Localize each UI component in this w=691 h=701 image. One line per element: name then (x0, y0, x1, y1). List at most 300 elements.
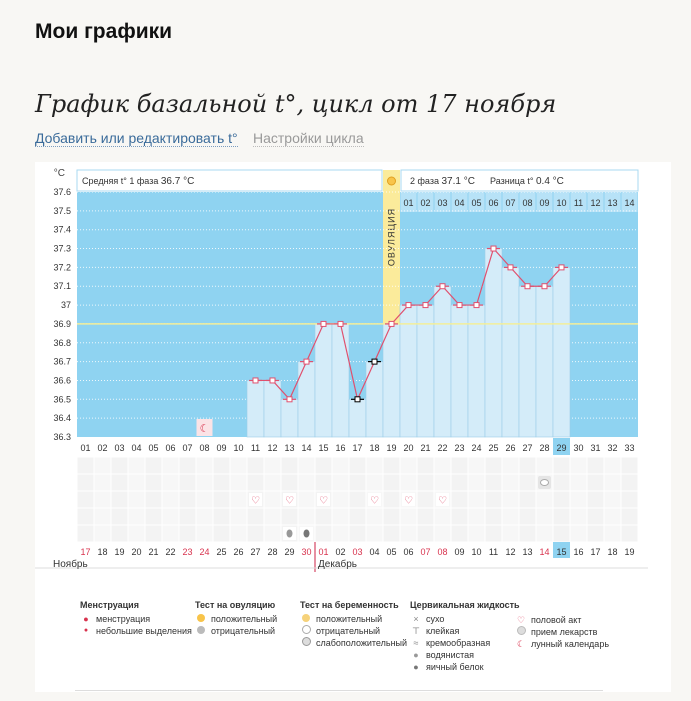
cycle-settings-link[interactable]: Настройки цикла (253, 130, 364, 146)
symptom-cell (112, 492, 128, 508)
cycle-day-label: 26 (505, 443, 516, 453)
symptom-cell (622, 458, 638, 474)
symptom-cell (503, 509, 519, 525)
symptom-cell (163, 509, 179, 525)
symptom-cell (503, 458, 519, 474)
phase2-day-label: 13 (607, 198, 618, 208)
symptom-cell (384, 526, 400, 542)
month-label-november: Ноябрь (53, 559, 88, 570)
symptom-cell (146, 509, 162, 525)
cycle-day-label: 23 (454, 443, 465, 453)
y-unit-label: °C (53, 168, 65, 179)
y-tick-label: 37.1 (53, 281, 71, 292)
ovulation-label: ОВУЛЯЦИЯ (386, 207, 397, 267)
temperature-point (304, 359, 309, 364)
egg-white-icon: ● (413, 662, 419, 672)
symptom-cell (622, 526, 638, 542)
pregnancy-test-positive-icon (300, 613, 312, 625)
symptom-cell (265, 492, 281, 508)
symptom-cell (605, 458, 621, 474)
symptom-cell (180, 458, 196, 474)
creamy-icon: ≈ (413, 638, 419, 648)
symptom-cell (95, 509, 111, 525)
pregnancy-test-weak-icon (300, 637, 312, 649)
legend-item: менструация (96, 614, 151, 624)
symptom-cell (588, 458, 604, 474)
phase2-average-label: 2 фаза (410, 176, 442, 186)
symptom-cell (384, 458, 400, 474)
date-label: 05 (386, 547, 397, 557)
symptom-cell (384, 475, 400, 491)
symptom-cell (469, 458, 485, 474)
symptom-cell (197, 475, 213, 491)
legend-item: отрицательный (211, 626, 276, 636)
y-tick-label: 37.2 (53, 262, 71, 273)
temperature-bar (502, 267, 519, 437)
phase2-day-label: 11 (573, 198, 584, 208)
legend-item: положительный (316, 614, 383, 624)
legend-item: небольшие выделения (96, 626, 192, 636)
temperature-bar (298, 362, 315, 437)
cycle-day-label: 28 (539, 443, 550, 453)
symptom-cell (265, 475, 281, 491)
symptom-cell (299, 458, 315, 474)
symptom-cell (299, 509, 315, 525)
symptom-cell (605, 509, 621, 525)
symptom-cell (469, 526, 485, 542)
y-tick-label: 36.5 (53, 394, 71, 405)
date-label: 17 (590, 547, 601, 557)
symptom-cell (146, 458, 162, 474)
cycle-day-label: 11 (250, 443, 261, 453)
legend-ovulation-test-title: Тест на овуляцию (195, 600, 276, 610)
symptom-cell (333, 492, 349, 508)
symptom-cell (571, 492, 587, 508)
phase1-average-value: 36.7 °C (160, 176, 195, 187)
date-label: 30 (301, 547, 312, 557)
legend-menstruation-title: Менструация (80, 600, 139, 610)
symptom-cell (112, 509, 128, 525)
symptom-cell (588, 475, 604, 491)
heart-icon: ♡ (370, 495, 379, 507)
heart-icon: ♡ (319, 495, 328, 507)
y-tick-label: 36.8 (53, 337, 71, 348)
phase2-day-label: 14 (624, 198, 635, 208)
cycle-day-label: 07 (182, 443, 193, 453)
heart-icon: ♡ (438, 495, 447, 507)
symptom-cell (265, 458, 281, 474)
symptom-cell (537, 492, 553, 508)
symptom-cell (248, 475, 264, 491)
symptom-cell (95, 475, 111, 491)
legend-item: лунный календарь (531, 639, 610, 649)
symptom-cell (333, 458, 349, 474)
y-tick-label: 37.4 (53, 224, 71, 235)
add-temperature-link[interactable]: Добавить или редактировать t° (35, 130, 238, 146)
date-label: 19 (114, 547, 125, 557)
symptom-cell (146, 526, 162, 542)
legend-item: яичный белок (426, 662, 484, 672)
phase2-day-label: 09 (539, 198, 550, 208)
symptom-cell (503, 475, 519, 491)
temperature-bar (349, 399, 366, 437)
date-label: 02 (335, 547, 346, 557)
symptom-cell (146, 475, 162, 491)
sticky-icon: ⊤ (412, 626, 420, 636)
y-tick-label: 36.3 (53, 432, 71, 442)
heart-icon: ♡ (404, 495, 413, 507)
temperature-point (253, 378, 258, 383)
temperature-point (338, 321, 343, 326)
symptom-cell (112, 458, 128, 474)
temperature-bar (281, 399, 298, 437)
watery-icon: ● (413, 650, 419, 660)
symptom-cell (367, 526, 383, 542)
temperature-bar (468, 305, 485, 437)
date-label: 11 (488, 547, 499, 557)
symptom-cell (316, 509, 332, 525)
date-label: 26 (233, 547, 244, 557)
symptom-cell (452, 526, 468, 542)
temperature-bar (400, 305, 417, 437)
symptom-cell (571, 475, 587, 491)
symptom-cell (214, 526, 230, 542)
symptom-cell (248, 509, 264, 525)
temperature-point (372, 359, 377, 364)
symptom-cell (350, 509, 366, 525)
date-label: 16 (573, 547, 584, 557)
cycle-day-label: 30 (573, 443, 584, 453)
symptom-cell (367, 509, 383, 525)
date-label: 17 (80, 547, 91, 557)
phase2-day-label: 04 (454, 198, 465, 208)
cycle-day-label: 21 (420, 443, 431, 453)
symptom-cell (367, 458, 383, 474)
symptom-cell (316, 526, 332, 542)
symptom-cell (571, 526, 587, 542)
symptom-cell (180, 475, 196, 491)
temperature-bar (553, 267, 570, 437)
date-label: 13 (522, 547, 533, 557)
symptom-cell (520, 492, 536, 508)
symptom-cell (129, 475, 145, 491)
chart-panel (35, 162, 671, 692)
phase2-average (410, 176, 475, 187)
temperature-bar (366, 362, 383, 437)
temperature-bar (315, 324, 332, 437)
date-label: 09 (454, 547, 465, 557)
symptom-cell (180, 509, 196, 525)
symptom-cell (197, 458, 213, 474)
y-tick-label: 37.6 (53, 187, 71, 197)
cycle-day-label: 12 (267, 443, 278, 453)
symptom-cell (231, 492, 247, 508)
phase2-day-label: 03 (437, 198, 448, 208)
moon-icon: ☾ (199, 422, 210, 435)
menstruation-drops-icon: ● (83, 614, 89, 624)
symptom-cell (554, 509, 570, 525)
legend-item: слабоположительный (316, 638, 408, 648)
cycle-day-label: 31 (590, 443, 601, 453)
symptom-cell (299, 492, 315, 508)
cloud-icon (541, 480, 549, 486)
y-tick-label: 37.5 (53, 205, 71, 216)
temperature-point (508, 265, 513, 270)
symptom-cell (418, 509, 434, 525)
symptom-cell (248, 458, 264, 474)
bottom-divider (75, 690, 603, 691)
temperature-bar (332, 324, 349, 437)
date-label: 22 (165, 547, 176, 557)
date-label: 20 (131, 547, 142, 557)
date-label: 19 (624, 547, 635, 557)
symptom-cell (129, 526, 145, 542)
symptom-cell (95, 492, 111, 508)
egg-white-icon (287, 530, 293, 538)
cycle-day-label: 22 (437, 443, 448, 453)
temperature-point (406, 303, 411, 308)
symptom-cell (282, 475, 298, 491)
symptom-cell (588, 492, 604, 508)
phase2-day-label: 07 (505, 198, 516, 208)
symptom-cell (571, 509, 587, 525)
y-tick-label: 36.4 (53, 413, 71, 424)
moon-icon: ☾ (516, 639, 526, 649)
difference-label: Разница t° (490, 176, 536, 186)
symptom-cell (163, 492, 179, 508)
legend-item: кремообразная (426, 638, 491, 648)
bbt-chart (35, 162, 671, 592)
symptom-cell (452, 492, 468, 508)
cycle-day-label: 02 (97, 443, 108, 453)
cycle-day-label: 27 (522, 443, 533, 453)
symptom-cell (282, 458, 298, 474)
temperature-point (355, 397, 360, 402)
phase1-average (82, 176, 194, 187)
symptom-cell (486, 458, 502, 474)
symptom-cell (214, 492, 230, 508)
symptom-cell (180, 526, 196, 542)
symptom-cell (469, 509, 485, 525)
temperature-difference (490, 176, 564, 187)
cycle-day-label: 13 (284, 443, 295, 453)
symptom-cell (350, 475, 366, 491)
phase2-day-label: 06 (488, 198, 499, 208)
heart-icon: ♡ (516, 615, 526, 625)
cycle-day-label: 06 (165, 443, 176, 453)
symptom-cell (214, 458, 230, 474)
phase1-average-label: Средняя t° 1 фаза (82, 176, 161, 186)
symptom-cell (112, 526, 128, 542)
legend-item: прием лекарств (531, 627, 598, 637)
symptom-cell (401, 458, 417, 474)
temperature-bar (485, 249, 502, 437)
symptom-cell (401, 475, 417, 491)
symptom-cell (248, 526, 264, 542)
temperature-point (474, 303, 479, 308)
cycle-day-label: 18 (369, 443, 380, 453)
month-label-december: Декабрь (318, 559, 357, 570)
cycle-day-label: 10 (233, 443, 244, 453)
cycle-day-label: 03 (114, 443, 125, 453)
symptom-cell (282, 509, 298, 525)
symptom-cell (520, 526, 536, 542)
symptom-cell (452, 509, 468, 525)
phase2-day-label: 02 (420, 198, 431, 208)
symptom-cell (231, 475, 247, 491)
symptom-cell (554, 475, 570, 491)
date-label: 10 (471, 547, 482, 557)
symptom-cell (605, 526, 621, 542)
temperature-bar (417, 305, 434, 437)
symptom-cell (95, 526, 111, 542)
cycle-day-label: 14 (301, 443, 312, 453)
legend-item: половой акт (531, 615, 582, 625)
symptom-cell (163, 458, 179, 474)
symptom-cell (333, 509, 349, 525)
date-label: 25 (216, 547, 227, 557)
temperature-point (389, 321, 394, 326)
symptom-cell (316, 475, 332, 491)
symptom-cell (537, 458, 553, 474)
date-label: 28 (267, 547, 278, 557)
symptom-cell (435, 509, 451, 525)
heart-icon: ♡ (251, 495, 260, 507)
symptom-cell (95, 458, 111, 474)
cycle-day-label: 24 (471, 443, 482, 453)
date-label: 12 (505, 547, 516, 557)
symptom-cell (605, 475, 621, 491)
symptom-cell (554, 458, 570, 474)
symptom-cell (571, 458, 587, 474)
legend-pregnancy-test-title: Тест на беременность (300, 600, 399, 610)
symptom-cell (622, 492, 638, 508)
phase2-day-label: 05 (471, 198, 482, 208)
symptom-cell (588, 509, 604, 525)
date-label: 03 (352, 547, 363, 557)
cycle-day-label: 16 (335, 443, 346, 453)
date-label: 04 (369, 547, 380, 557)
temperature-point (423, 303, 428, 308)
date-label: 24 (199, 547, 210, 557)
date-label: 14 (539, 547, 550, 557)
symptom-cell (78, 509, 94, 525)
symptom-cell (180, 492, 196, 508)
legend-other (515, 614, 655, 650)
date-label: 18 (607, 547, 618, 557)
symptom-cell (299, 475, 315, 491)
date-label: 23 (182, 547, 193, 557)
phase2-day-label: 08 (522, 198, 533, 208)
cycle-day-label: 19 (386, 443, 397, 453)
symptom-cell (197, 526, 213, 542)
symptom-cell (197, 509, 213, 525)
dry-icon: × (413, 614, 419, 624)
symptom-cell (469, 475, 485, 491)
symptom-cell (78, 492, 94, 508)
symptom-cell (486, 526, 502, 542)
temperature-point (321, 321, 326, 326)
temperature-bar (434, 286, 451, 437)
symptom-cell (231, 458, 247, 474)
temperature-point (270, 378, 275, 383)
cycle-day-label: 08 (199, 443, 210, 453)
symptom-cell (588, 526, 604, 542)
symptom-cell (418, 492, 434, 508)
cycle-day-label: 33 (624, 443, 635, 453)
page-heading: Мои графики (35, 20, 173, 43)
temperature-bar (264, 380, 281, 437)
symptom-cell (401, 509, 417, 525)
symptom-cell (418, 526, 434, 542)
legend-item: водянистая (426, 650, 475, 660)
temperature-point (559, 265, 564, 270)
pregnancy-test-negative-icon (300, 625, 312, 637)
phase2-day-label: 12 (590, 198, 601, 208)
symptom-cell (520, 509, 536, 525)
cycle-day-label: 01 (80, 443, 91, 453)
heart-icon: ♡ (285, 495, 294, 507)
date-label: 15 (556, 547, 567, 557)
symptom-cell (418, 475, 434, 491)
temperature-bar (536, 286, 553, 437)
legend-cervical-fluid-title: Цервикальная жидкость (410, 600, 520, 610)
symptom-cell (163, 526, 179, 542)
temperature-point (491, 246, 496, 251)
symptom-cell (333, 475, 349, 491)
symptom-cell (197, 492, 213, 508)
y-tick-label: 37.3 (53, 243, 71, 254)
y-tick-label: 36.6 (53, 375, 71, 386)
cycle-day-label: 25 (488, 443, 499, 453)
symptom-cell (231, 526, 247, 542)
date-label: 07 (420, 547, 431, 557)
symptom-cell (350, 526, 366, 542)
phase2-day-label: 01 (403, 198, 414, 208)
symptom-cell (316, 458, 332, 474)
symptom-cell (503, 492, 519, 508)
legend-item: отрицательный (316, 626, 381, 636)
temperature-bar (247, 380, 264, 437)
symptom-cell (486, 475, 502, 491)
symptom-cell (435, 458, 451, 474)
symptom-cell (520, 475, 536, 491)
symptom-cell (452, 458, 468, 474)
cycle-day-label: 29 (556, 443, 567, 453)
symptom-cell (537, 509, 553, 525)
cycle-day-label: 09 (216, 443, 227, 453)
symptom-cell (622, 475, 638, 491)
legend-item: клейкая (426, 626, 460, 636)
symptom-cell (163, 475, 179, 491)
date-label: 29 (284, 547, 295, 557)
cycle-day-label: 15 (318, 443, 329, 453)
symptom-cell (231, 509, 247, 525)
spotting-drop-icon: ● (83, 627, 89, 634)
symptom-cell (350, 458, 366, 474)
y-tick-label: 36.7 (53, 356, 71, 367)
temperature-point (287, 397, 292, 402)
symptom-cell (452, 475, 468, 491)
date-label: 01 (318, 547, 329, 557)
cycle-day-label: 32 (607, 443, 618, 453)
date-label: 08 (437, 547, 448, 557)
cycle-day-label: 04 (131, 443, 142, 453)
cycle-day-label: 05 (148, 443, 159, 453)
symptom-cell (350, 492, 366, 508)
temperature-point (525, 284, 530, 289)
symptom-cell (486, 509, 502, 525)
